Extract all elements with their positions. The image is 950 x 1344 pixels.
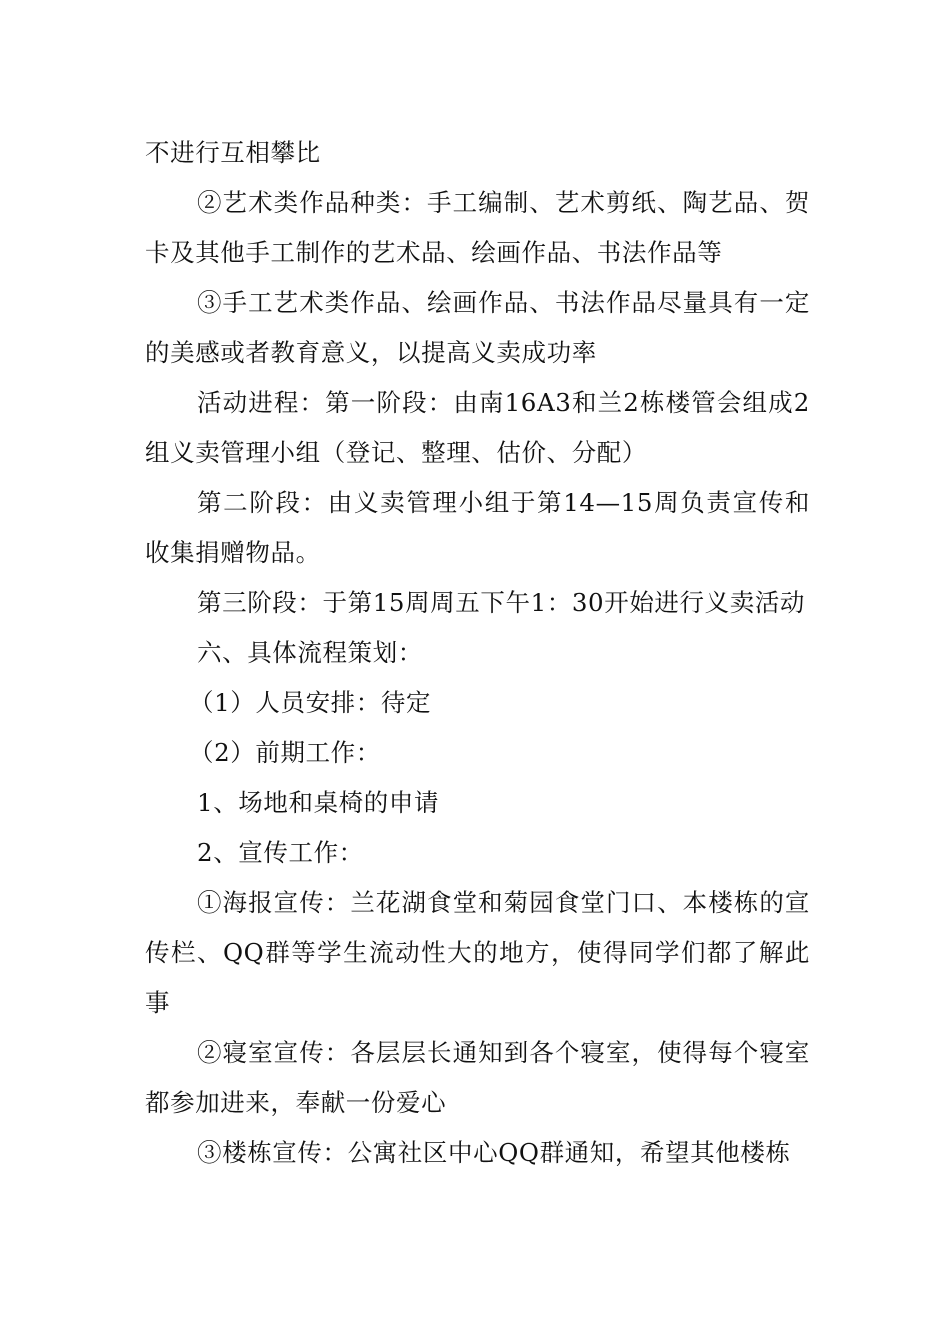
paragraph-stage-two: 第二阶段：由义卖管理小组于第14—15周负责宣传和收集捐赠物品。 — [145, 488, 810, 567]
paragraph-art-quality: ③手工艺术类作品、绘画作品、书法作品尽量具有一定的美感或者教育意义，以提高义卖成功率 — [145, 288, 810, 367]
paragraph-poster-publicity: ①海报宣传：兰花湖食堂和菊园食堂门口、本楼栋的宣传栏、QQ群等学生流动性大的地方，使得同学们都了解此事 — [145, 888, 810, 1017]
paragraph-stage-one: 活动进程：第一阶段：由南16A3和兰2栋楼管会组成2组义卖管理小组（登记、整理、估价、分配） — [145, 388, 810, 467]
paragraph-staffing: （1）人员安排：待定 — [189, 688, 432, 717]
paragraph-preparation: （2）前期工作： — [189, 738, 381, 767]
paragraph-building-publicity: ③楼栋宣传：公寓社区中心QQ群通知，希望其他楼栋 — [197, 1138, 791, 1167]
paragraph-art-categories: ②艺术类作品种类：手工编制、艺术剪纸、陶艺品、贺卡及其他手工制作的艺术品、绘画作品、书法作品等 — [145, 188, 810, 267]
paragraph-dorm-publicity: ②寝室宣传：各层层长通知到各个寝室，使得每个寝室都参加进来，奉献一份爱心 — [145, 1038, 810, 1117]
section-heading-process: 六、具体流程策划： — [197, 638, 423, 667]
paragraph-stage-three: 第三阶段：于第15周周五下午1：30开始进行义卖活动 — [197, 588, 806, 617]
document-body — [145, 128, 810, 1178]
paragraph-comparison-note: 不进行互相攀比 — [145, 138, 321, 167]
list-item-venue: 1、场地和桌椅的申请 — [197, 788, 440, 817]
list-item-publicity: 2、宣传工作： — [197, 838, 364, 867]
